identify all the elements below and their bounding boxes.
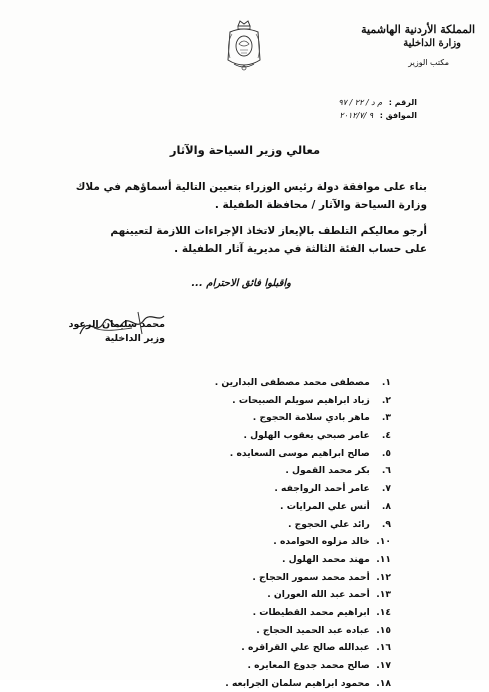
body-line: وزارة السياحة والآثار / محافظة الطفيلة . <box>214 199 427 211</box>
list-item-name: عامر أحمد الرواجفه . <box>274 483 370 495</box>
reference-number-row <box>338 96 417 109</box>
list-item-number: ١١. <box>376 553 391 565</box>
body-line: على حساب الفئة الثالثة في مديرية آثار الطفيلة . <box>174 243 427 255</box>
list-item-number: ٢. <box>381 394 391 406</box>
list-item-name: ماهر بادي سلامة الحجوج . <box>252 412 370 424</box>
addressee-title: معالي وزير السياحة والآثار <box>169 143 321 157</box>
list-item-name: عباده عبد الحميد الحجاج . <box>256 624 370 636</box>
coat-of-arms-icon <box>222 18 266 74</box>
reference-block <box>338 96 417 122</box>
list-item-number: ١. <box>381 377 391 388</box>
list-item-name: مهند محمد الهلول . <box>281 553 370 565</box>
list-item-name: محمود ابراهيم سلمان الجرابعه . <box>225 677 370 689</box>
list-item <box>141 551 391 569</box>
body-paragraph-2 <box>67 222 427 258</box>
list-item-name: ابراهيم محمد القطيطات . <box>252 606 370 618</box>
reference-date-row <box>338 109 417 122</box>
reference-number-value: م د / ٢٢ / ٩٧ <box>338 98 383 107</box>
list-item <box>141 675 391 692</box>
list-item-number: ١٤. <box>376 606 391 618</box>
list-item <box>141 480 391 498</box>
signer-title: وزير الداخلية <box>104 333 165 344</box>
body-line: أرجو معاليكم التلطف بالإيعاز لاتخاذ الإجراءات اللازمة لتعيينهم <box>110 225 427 237</box>
list-item <box>141 392 391 410</box>
list-item-number: ١٢. <box>376 571 391 583</box>
list-item <box>141 569 391 587</box>
list-item-number: ٣. <box>381 412 391 424</box>
list-item <box>141 639 391 657</box>
body-line: بناء على موافقة دولة رئيس الوزراء بتعيين التالية أسماؤهم في ملاك <box>75 181 427 193</box>
list-item-name: مصطفى محمد مصطفى البدارين . <box>214 377 370 388</box>
list-item <box>141 657 391 675</box>
reference-number-label: الرقم : <box>388 98 417 107</box>
reference-date-label: الموافق : <box>379 111 417 120</box>
body-paragraph-1 <box>67 178 427 214</box>
list-item-name: أحمد عبد الله العوران . <box>267 589 370 601</box>
list-item-name: عامر صبحي يعقوب الهلول . <box>243 430 370 442</box>
list-item-number: ١٠. <box>376 536 391 548</box>
reference-date-value: ٩ /٢٠١٢/٧ <box>339 111 374 120</box>
list-item <box>141 586 391 604</box>
kingdom-name: المملكة الأردنية الهاشمية <box>361 23 475 36</box>
list-item <box>141 604 391 622</box>
list-item-name: عبدالله صالح علي القراقره . <box>241 642 370 654</box>
list-item-number: ١٨. <box>376 677 391 689</box>
list-item-name: صالح محمد جدوع المعايره . <box>247 660 370 671</box>
ministry-name: وزارة الداخلية <box>403 38 461 49</box>
list-item <box>141 533 391 551</box>
list-item-name: أحمد محمد سمور الحجاج . <box>252 571 370 583</box>
list-item-number: ٨. <box>381 500 391 512</box>
list-item-number: ١٧. <box>376 660 391 671</box>
closing-phrase: واقبلوا فائق الاحترام ... <box>191 278 291 289</box>
list-item <box>141 498 391 516</box>
list-item-name: خالد مزلوه الحوامده . <box>273 536 370 548</box>
list-item <box>141 516 391 534</box>
list-item <box>141 374 391 392</box>
list-item-name: أنس علي المرايات . <box>280 500 370 512</box>
office-name: مكتب الوزير <box>408 58 449 67</box>
list-item <box>141 409 391 427</box>
list-item-number: ٦. <box>381 465 391 477</box>
list-item-name: صالح ابراهيم موسى السعايده . <box>229 447 370 459</box>
appointees-list <box>141 374 391 692</box>
list-item-number: ١٥. <box>376 624 391 636</box>
list-item-name: زياد ابراهيم سويلم الصبيحات . <box>232 394 370 406</box>
list-item-number: ٧. <box>381 483 391 495</box>
letterhead <box>315 22 475 69</box>
list-item-name: بكر محمد القمول . <box>285 465 370 477</box>
list-item-number: ٤. <box>381 430 391 442</box>
list-item-number: ١٣. <box>376 589 391 601</box>
list-item-name: رائد علي الحجوج . <box>287 518 370 530</box>
signer-block <box>69 318 165 346</box>
list-item <box>141 462 391 480</box>
list-item <box>141 427 391 445</box>
list-item-number: ٩. <box>381 518 391 530</box>
signer-name: محمد سليمان الرعود <box>68 319 165 330</box>
list-item-number: ٥. <box>381 447 391 459</box>
list-item-number: ١٦. <box>376 642 391 654</box>
list-item <box>141 622 391 640</box>
list-item <box>141 445 391 463</box>
